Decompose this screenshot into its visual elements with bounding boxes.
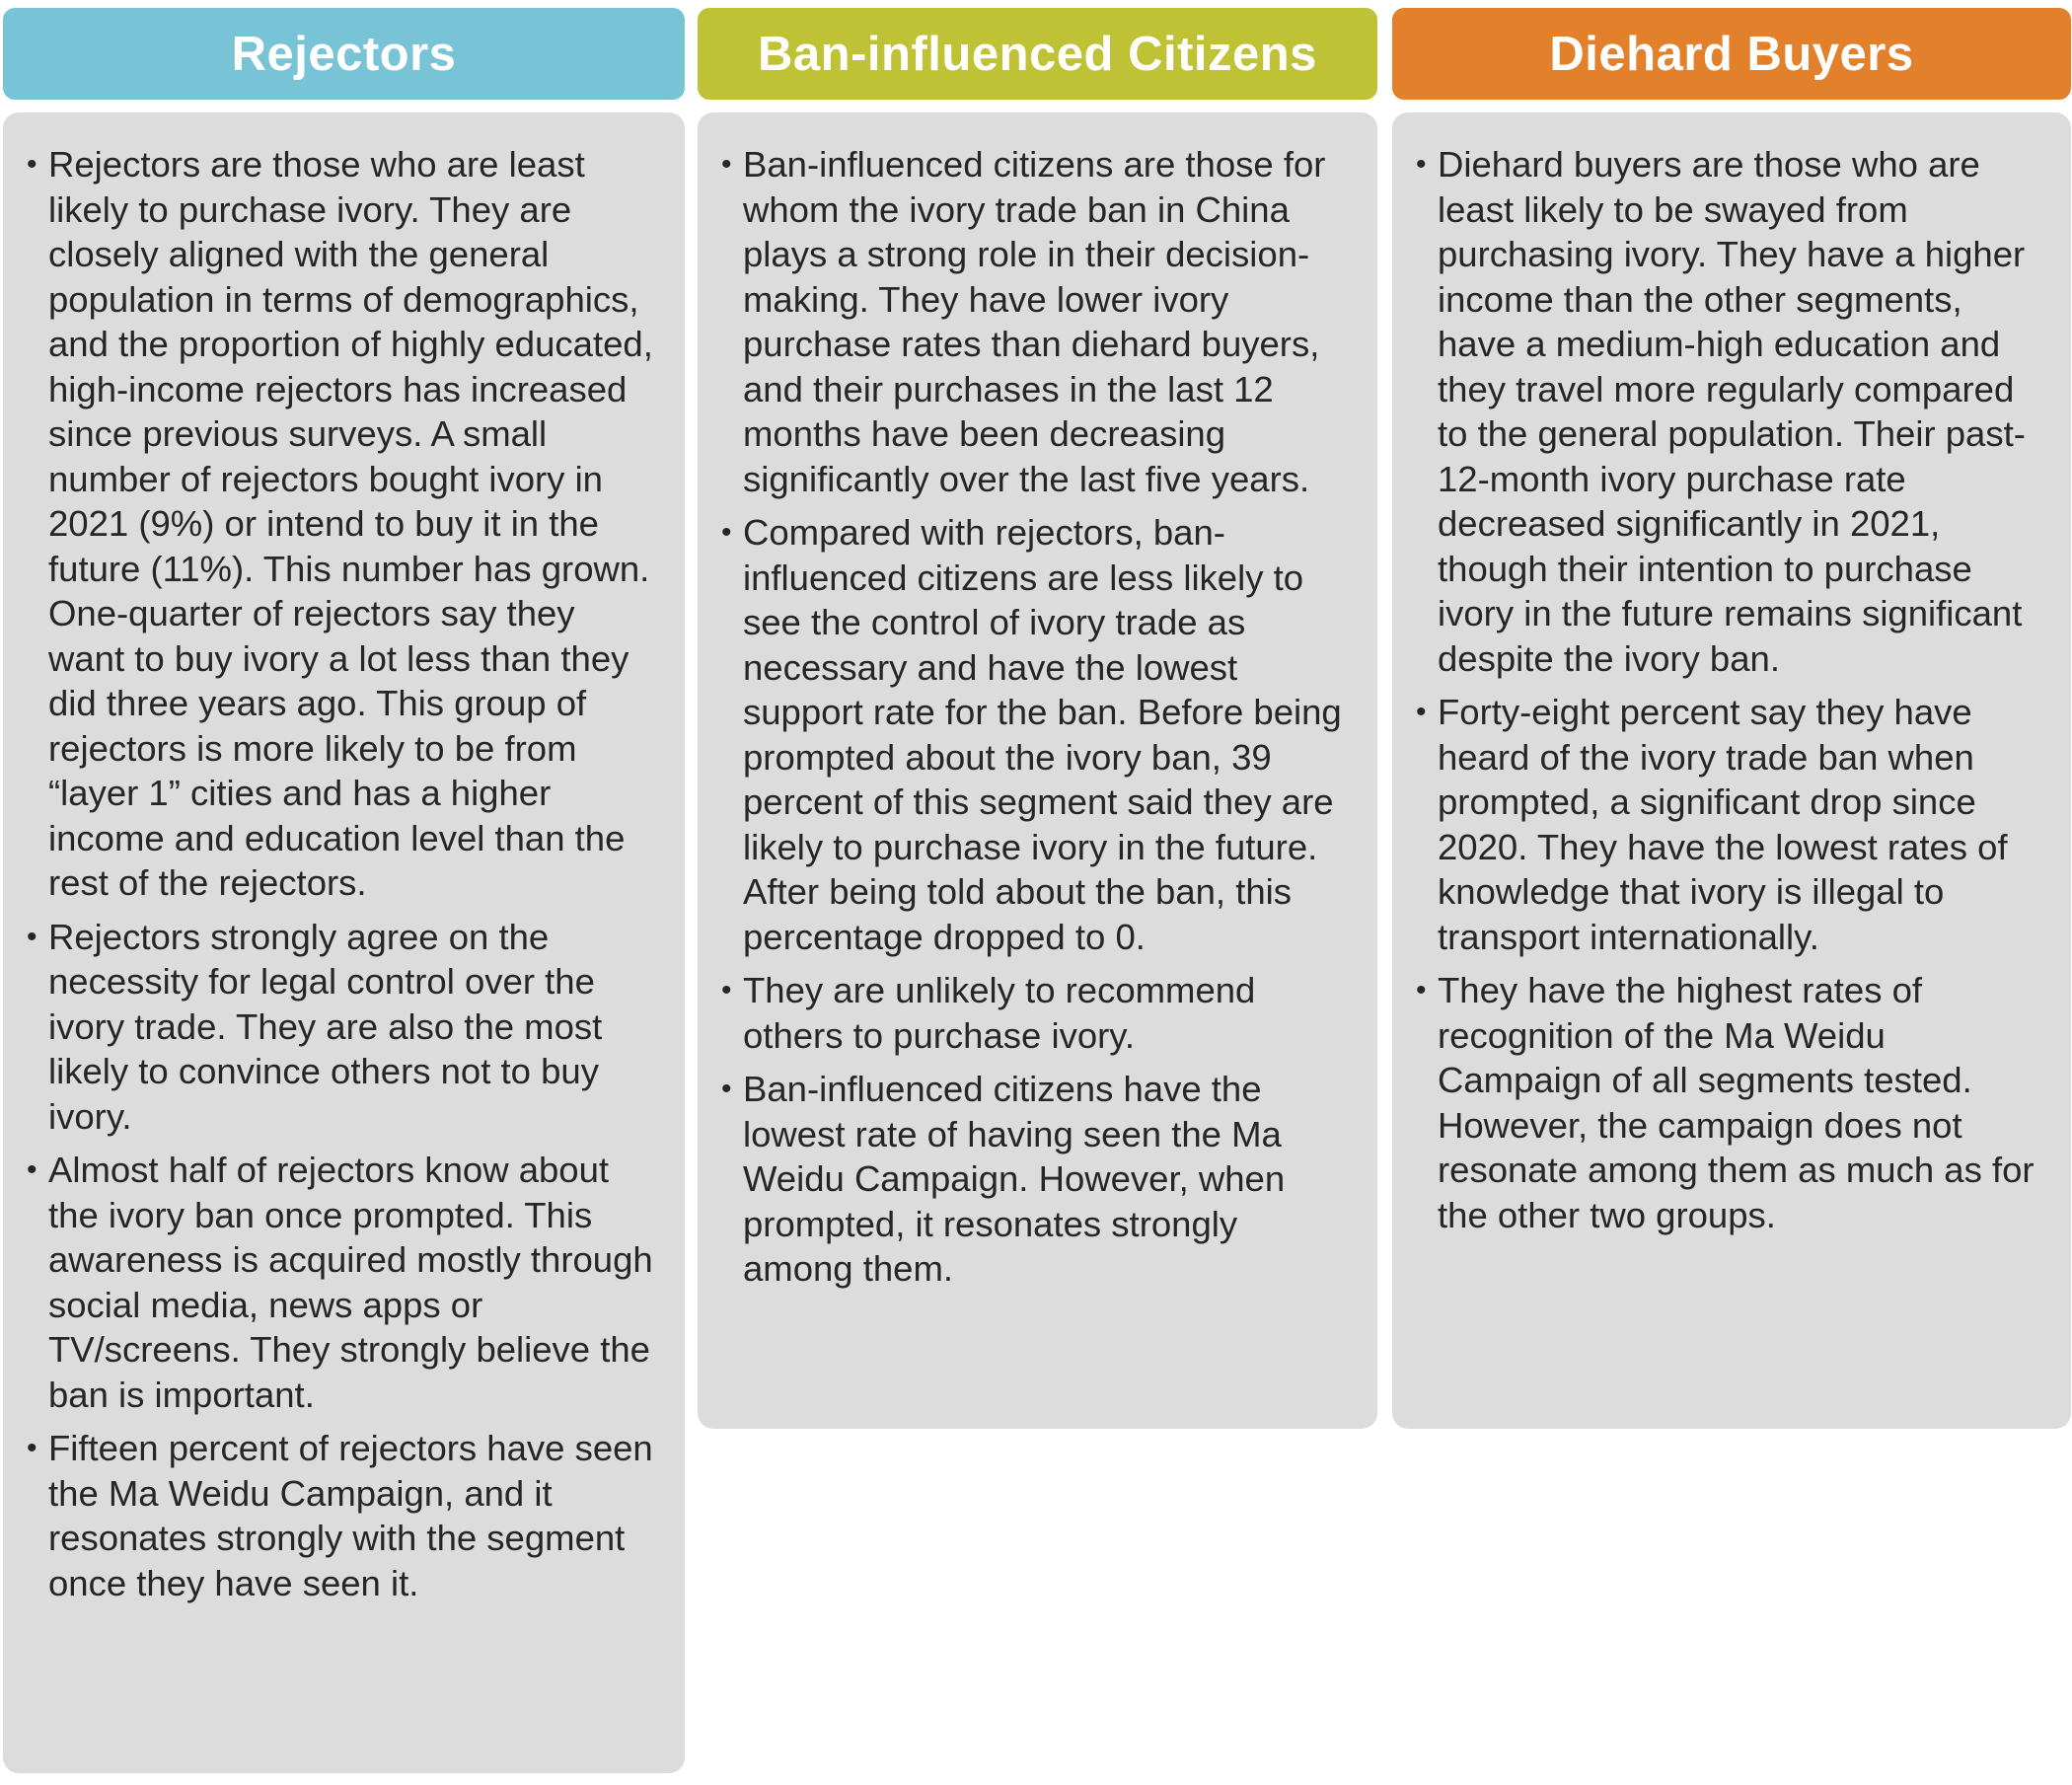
bullet-dot-icon: • — [721, 148, 732, 181]
ban-influenced-column — [698, 8, 1377, 1429]
bullet-item: • Almost half of rejectors know about the ivory ban once prompted. This awareness is acquired mostly through social media, news apps or TV/screens. They strongly believe the ban is important. — [27, 1150, 653, 1415]
bullet-dot-icon: • — [721, 516, 732, 549]
bullet-dot-icon: • — [1416, 696, 1427, 728]
diehard-buyers-card — [1392, 112, 2071, 1429]
diehard-buyers-header: Diehard Buyers — [1392, 8, 2071, 100]
bullet-item: • They have the highest rates of recognition of the Ma Weidu Campaign of all segments tested. However, the campaign does not resonate among them as much as for the other two groups. — [1416, 970, 2035, 1235]
ban-influenced-header: Ban-influenced Citizens — [698, 8, 1377, 100]
bullet-item: • Compared with rejectors, ban-influenced citizens are less likely to see the control of ivory trade as necessary and have the lowest support rate for the ban. Before being prompted about the ivory ban, 39 percent of this segment said they are likely to purchase ivory in the future. After being told about the ban, this percentage dropped to 0. — [721, 512, 1342, 957]
bullet-dot-icon: • — [27, 920, 37, 953]
rejectors-bullet-list — [27, 142, 659, 1605]
bullet-item: • Forty-eight percent say they have heard of the ivory trade ban when prompted, a significant drop since 2020. They have the lowest rates of knowledge that ivory is illegal to transport internationally. — [1416, 692, 2008, 957]
bullet-item: • They are unlikely to recommend others to purchase ivory. — [721, 970, 1256, 1056]
bullet-item: • Ban-influenced citizens have the lowest rate of having seen the Ma Weidu Campaign. However, when prompted, it resonates strongly among them. — [721, 1069, 1286, 1289]
bullet-item: • Ban-influenced citizens are those for whom the ivory trade ban in China plays a strong role in their decision-making. They have lower ivory purchase rates than diehard buyers, and their purchases in the last 12 months have been decreasing significantly over the last five years. — [721, 144, 1326, 499]
bullet-dot-icon: • — [1416, 148, 1427, 181]
bullet-dot-icon: • — [27, 1432, 37, 1464]
bullet-dot-icon: • — [721, 974, 732, 1006]
ban-influenced-bullet-list — [721, 142, 1352, 1292]
rejectors-column — [3, 8, 685, 1773]
diehard-buyers-bullet-list — [1416, 142, 2045, 1237]
rejectors-card — [3, 112, 685, 1773]
bullet-dot-icon: • — [27, 148, 37, 181]
rejectors-header: Rejectors — [3, 8, 685, 100]
bullet-dot-icon: • — [721, 1073, 732, 1105]
bullet-item: • Rejectors strongly agree on the necessity for legal control over the ivory trade. They are also the most likely to convince others not to buy ivory. — [27, 916, 603, 1137]
ban-influenced-card — [698, 112, 1377, 1429]
bullet-dot-icon: • — [1416, 974, 1427, 1006]
diehard-buyers-column — [1392, 8, 2071, 1429]
bullet-item: • Rejectors are those who are least likely to purchase ivory. They are closely aligned with the general population in terms of demographics, and the proportion of highly educated, high-income rejectors has increased since previous surveys. A small number of rejectors bought ivory in 2021 (9%) or intend to buy it in the future (11%). This number has grown. One-quarter of rejectors say they want to buy ivory a lot less than they did three years ago. This group of rejectors is more likely to be from “layer 1” cities and has a higher income and education level than the rest of the rejectors. — [27, 144, 653, 903]
bullet-item: • Diehard buyers are those who are least likely to be swayed from purchasing ivory. They have a higher income than the other segments, have a medium-high education and they travel more regularly compared to the general population. Their past-12-month ivory purchase rate decreased significantly in 2021, though their intention to purchase ivory in the future remains significant despite the ivory ban. — [1416, 144, 2026, 679]
bullet-dot-icon: • — [27, 1153, 37, 1186]
bullet-item: • Fifteen percent of rejectors have seen the Ma Weidu Campaign, and it resonates strongly with the segment once they have seen it. — [27, 1428, 653, 1603]
